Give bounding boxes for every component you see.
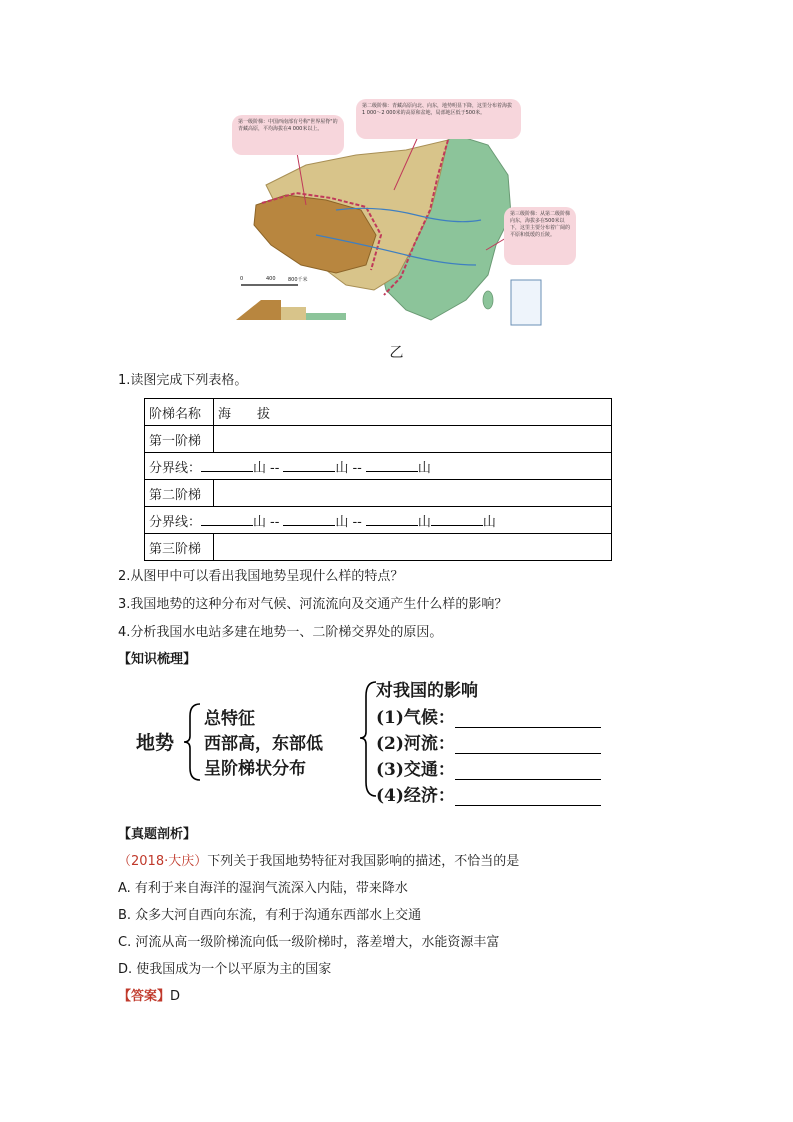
blank[interactable] <box>283 512 335 526</box>
south-sea-inset <box>511 280 541 325</box>
impact-title: 对我国的影响 <box>376 681 478 701</box>
table-header-label: 阶梯名称 <box>145 399 214 426</box>
mountain-char: 山 <box>417 460 431 476</box>
answer-line <box>118 988 180 1006</box>
answer-blank[interactable] <box>455 711 601 728</box>
answer-blank[interactable] <box>455 789 601 806</box>
feature-item: 呈阶梯状分布 <box>204 759 306 779</box>
question-1: 1.读图完成下列表格。 <box>118 373 248 388</box>
option-c[interactable]: C. 河流从高一级阶梯流向低一级阶梯时，落差增大，水能资源丰富 <box>118 935 500 950</box>
blank[interactable] <box>366 458 418 472</box>
callout-first-step: 第一级阶梯：中国西南部有号称"世界屋脊"的青藏高原，平均海拔在4 000米以上。 <box>232 115 344 155</box>
row-answer-cell[interactable] <box>214 534 612 561</box>
blank[interactable] <box>201 512 253 526</box>
table-row-boundary-2 <box>145 507 612 534</box>
dash: -- <box>270 514 280 530</box>
boundary-cell-2[interactable] <box>145 507 612 534</box>
mountain-char: 山 <box>417 514 431 530</box>
exam-stem-line <box>118 853 519 871</box>
answer-value: D <box>170 989 181 1004</box>
row-label: 分界线： <box>149 514 202 530</box>
question-3: 3.我国地势的这种分布对气候、河流流向及交通产生什么样的影响？ <box>118 597 508 612</box>
blank[interactable] <box>366 512 418 526</box>
left-brace-icon <box>182 702 204 782</box>
scale-label-zero: 0 <box>240 276 244 282</box>
table-row <box>145 480 612 507</box>
exam-source: （2018·大庆） <box>118 854 208 869</box>
callout-third-step: 第三级阶梯：从第二级阶梯向东，海拔多在500米以下，这里主要分布着广阔的平原和低缓的丘陵。 <box>504 207 576 265</box>
callout-second-step: 第二级阶梯：青藏高原向北、向东，地势明显下降，这里分布着海拔1 000～2 000米的高原和盆地，局部地区低于500米。 <box>356 99 521 139</box>
scale-label-mid: 400 <box>266 276 276 282</box>
exam-stem: 下列关于我国地势特征对我国影响的描述，不恰当的是 <box>207 854 520 869</box>
profile-step3 <box>306 313 346 320</box>
diagram-root: 地势 <box>136 732 175 754</box>
terrain-map-figure <box>226 95 578 335</box>
row-answer-cell[interactable] <box>214 426 612 453</box>
answer-blank[interactable] <box>455 763 601 780</box>
row-answer-cell[interactable] <box>214 480 612 507</box>
row-label: 第三阶梯 <box>145 534 214 561</box>
dash: -- <box>352 514 362 530</box>
row-label: 第二阶梯 <box>145 480 214 507</box>
impact-item: (1)气候： <box>376 703 601 728</box>
knowledge-diagram <box>130 674 640 806</box>
terrain-steps-table <box>144 398 612 561</box>
table-header-value: 海 拔 <box>214 399 612 426</box>
row-label: 分界线： <box>149 460 202 476</box>
island <box>483 291 493 309</box>
impact-item: (2)河流： <box>376 729 601 754</box>
feature-item: 总特征 <box>204 709 255 729</box>
table-row <box>145 426 612 453</box>
impact-item: (3)交通： <box>376 755 601 780</box>
mountain-char: 山 <box>253 460 267 476</box>
blank[interactable] <box>201 458 253 472</box>
impact-item: (4)经济： <box>376 781 601 806</box>
profile-step1 <box>236 300 281 320</box>
table-row-boundary-1 <box>145 453 612 480</box>
mountain-char: 山 <box>335 514 349 530</box>
figure-caption: 乙 <box>389 345 404 361</box>
row-label: 第一阶梯 <box>145 426 214 453</box>
blank[interactable] <box>431 512 483 526</box>
mountain-char: 山 <box>253 514 267 530</box>
dash: -- <box>270 460 280 476</box>
knowledge-heading: 【知识梳理】 <box>118 652 197 667</box>
blank[interactable] <box>283 458 335 472</box>
exam-heading: 【真题剖析】 <box>118 827 197 842</box>
profile-step2 <box>281 307 306 320</box>
option-b[interactable]: B. 众多大河自西向东流，有利于沟通东西部水上交通 <box>118 908 422 923</box>
scale-label-end: 800千米 <box>288 277 308 283</box>
table-header-row <box>145 399 612 426</box>
table-row <box>145 534 612 561</box>
boundary-cell-1[interactable] <box>145 453 612 480</box>
answer-blank[interactable] <box>455 737 601 754</box>
dash: -- <box>352 460 362 476</box>
feature-item: 西部高，东部低 <box>204 734 323 754</box>
option-d[interactable]: D. 使我国成为一个以平原为主的国家 <box>118 962 332 977</box>
question-2: 2.从图甲中可以看出我国地势呈现什么样的特点？ <box>118 569 404 584</box>
option-a[interactable]: A. 有利于来自海洋的湿润气流深入内陆，带来降水 <box>118 881 408 896</box>
mountain-char: 山 <box>482 514 496 530</box>
mountain-char: 山 <box>335 460 349 476</box>
answer-label: 【答案】 <box>118 989 171 1004</box>
question-4: 4.分析我国水电站多建在地势一、二阶梯交界处的原因。 <box>118 625 443 640</box>
